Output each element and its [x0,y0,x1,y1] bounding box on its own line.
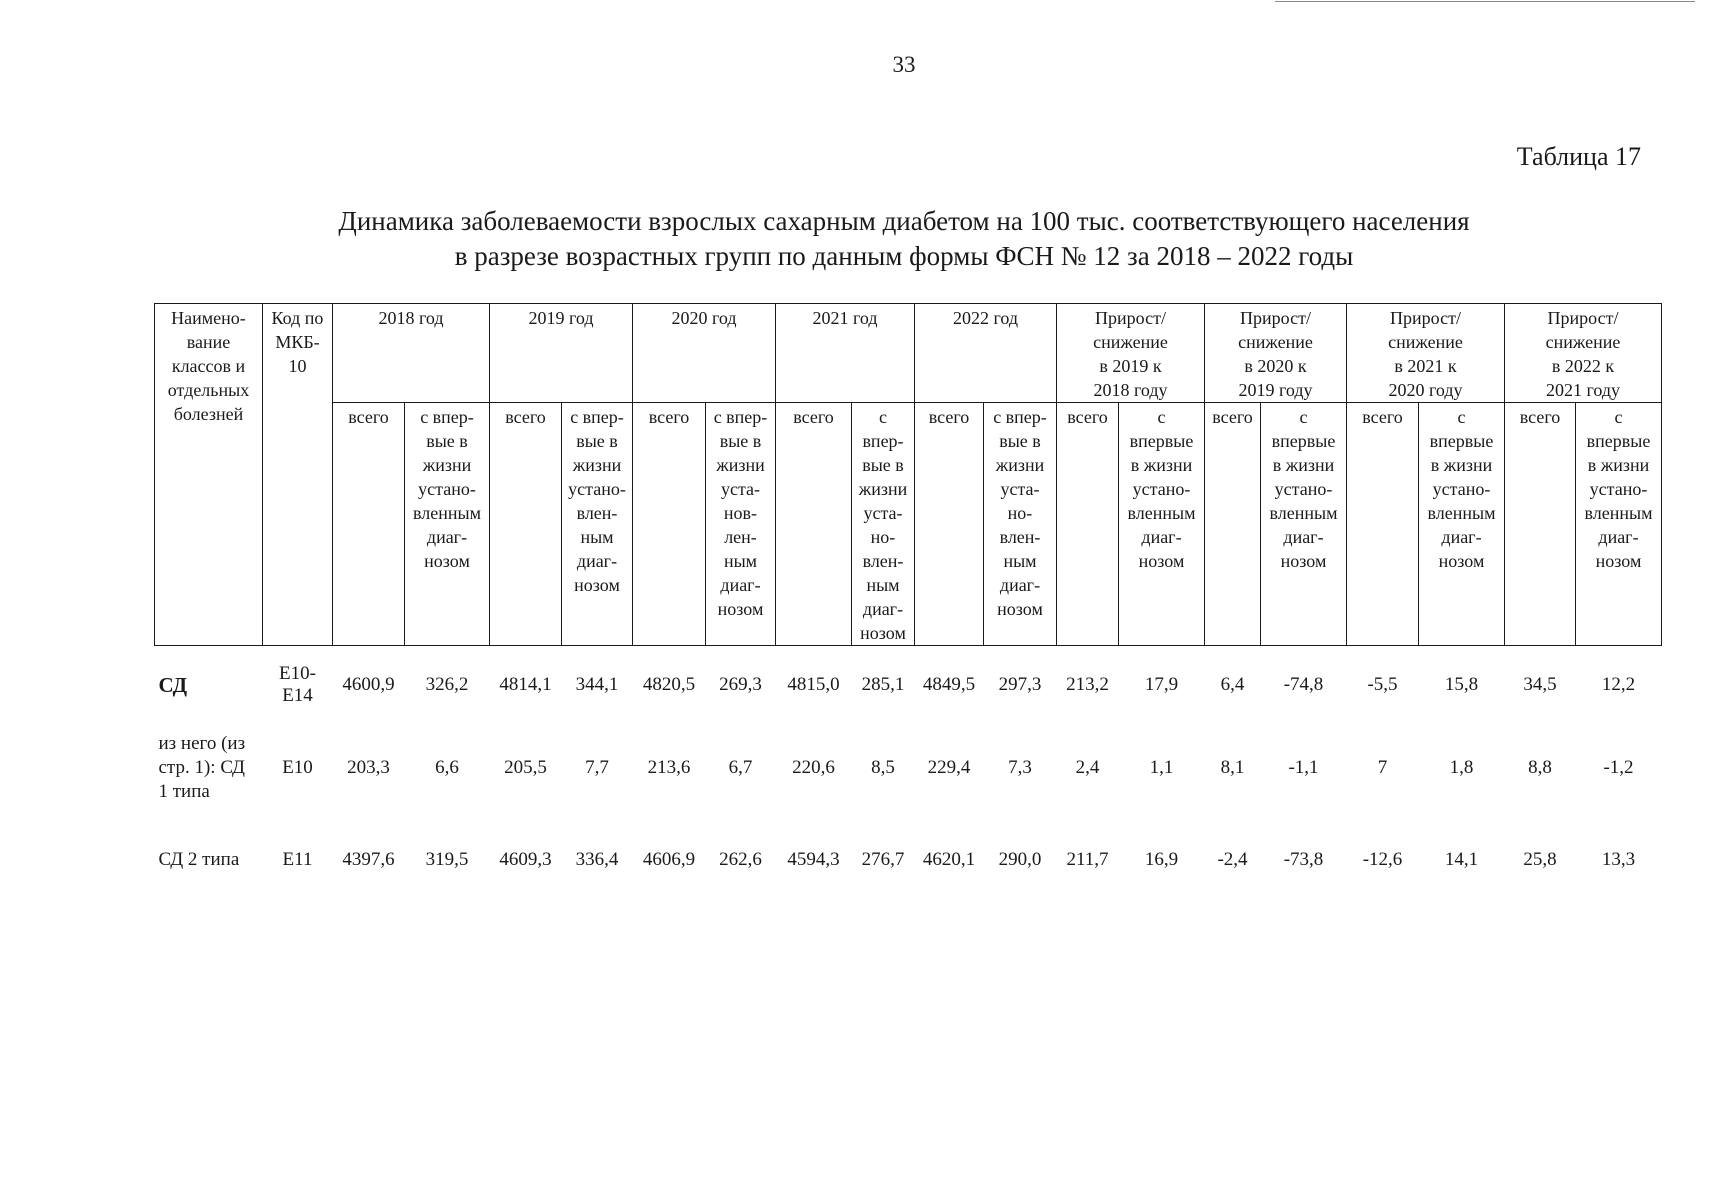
table-cell: 17,9 [1144,674,1179,695]
header-group-6: Прирост/ снижение в 2019 к 2018 году [1057,304,1205,403]
table-cell: -5,5 [1367,674,1398,695]
table-cell: 4815,0 [787,674,840,695]
table-cell: 336,4 [575,849,619,870]
header-sub-new-1: с впер- вые в жизни устано- вленным диаг- нозом [405,403,490,646]
header-sub-total-1: всего [333,403,405,646]
header-sub-total-6: всего [1057,403,1119,646]
table-title [0,204,1713,274]
table-cell: 269,3 [719,674,762,695]
table-cell: 16,9 [1144,849,1179,870]
table-cell: 7 [1377,757,1388,778]
table-cell: 203,3 [347,757,390,778]
page-number: 33 [892,52,916,77]
table-row [155,646,1662,725]
table-cell: 14,1 [1444,849,1479,870]
table-cell: 213,6 [647,757,691,778]
table-cell: 7,7 [585,757,609,778]
header-group-7: Прирост/ снижение в 2020 к 2019 году [1205,304,1347,403]
table-cell: 4820,5 [642,674,696,695]
table-cell: -1,2 [1603,757,1634,778]
header-row-subcolumns [155,403,1662,646]
header-sub-total-7: всего [1205,403,1261,646]
row-icd-code: Е10- Е14 [279,663,316,706]
table-cell: 4814,1 [499,674,552,695]
header-sub-new-6: с впервые в жизни устано- вленным диаг- нозом [1119,403,1205,646]
header-sub-new-9: с впервые в жизни устано- вленным диаг- нозом [1576,403,1662,646]
table-cell: 213,2 [1066,674,1109,695]
row-icd-code: Е10 [282,757,313,778]
table-cell: 220,6 [792,757,835,778]
table-cell: 6,6 [435,757,459,778]
table-cell: -12,6 [1362,849,1403,870]
table-cell: 297,3 [998,674,1042,695]
header-sub-total-8: всего [1347,403,1419,646]
header-sub-total-5: всего [915,403,984,646]
table-cell: -74,8 [1283,674,1324,695]
table-cell: 12,2 [1601,674,1636,695]
row-disease-name: СД [158,673,188,697]
header-group-2: 2019 год [490,304,633,403]
table-cell: 6,4 [1220,674,1245,695]
table-row [155,812,1662,908]
header-group-8: Прирост/ снижение в 2021 к 2020 году [1347,304,1505,403]
header-sub-new-8: с впервые в жизни устано- вленным диаг- нозом [1419,403,1505,646]
table-cell: 229,4 [927,757,971,778]
table-cell: 4609,3 [499,849,552,870]
table-title-line-2: в разрезе возрастных групп по данным формы ФСН № 12 за 2018 – 2022 годы [454,241,1354,271]
table-cell: 13,3 [1601,849,1636,870]
table-cell: 262,6 [719,849,762,870]
header-group-9: Прирост/ снижение в 2022 к 2021 году [1505,304,1662,403]
table-cell: 4600,9 [342,674,395,695]
header-group-1: 2018 год [333,304,490,403]
header-sub-new-2: с впер- вые в жизни устано- влен- ным диаг- нозом [562,403,633,646]
table-cell: 4397,6 [342,849,395,870]
table-cell: 34,5 [1523,674,1557,695]
table-cell: 205,5 [504,757,547,778]
table-cell: 4620,1 [922,849,976,870]
header-sub-total-3: всего [633,403,706,646]
table-cell: 285,1 [861,674,905,695]
table-label: Таблица 17 [1516,142,1641,171]
header-disease-name: Наимено- вание классов и отдельных болезней [155,304,263,646]
header-group-4: 2021 год [776,304,915,403]
incidence-table [154,303,1662,908]
table-cell: 1,8 [1449,757,1474,778]
table-cell: 2,4 [1075,757,1100,778]
header-icd-code: Код по МКБ- 10 [263,304,333,646]
header-group-5: 2022 год [915,304,1057,403]
scan-edge-line [1275,1,1695,2]
table-body [155,646,1662,909]
table-cell: 326,2 [425,674,469,695]
table-cell: -1,1 [1288,757,1319,778]
row-disease-name: СД 2 типа [158,849,240,870]
header-sub-total-9: всего [1505,403,1576,646]
header-sub-total-2: всего [490,403,562,646]
table-cell: 4594,3 [787,849,840,870]
row-icd-code: Е11 [282,849,313,870]
row-disease-name: из него (из стр. 1): СД 1 типа [158,733,246,802]
header-row-groups [155,304,1662,403]
table-cell: 7,3 [1008,757,1032,778]
table-cell: 290,0 [998,849,1042,870]
table-cell: 15,8 [1444,674,1479,695]
table-cell: 211,7 [1066,849,1109,870]
table-cell: 344,1 [575,674,619,695]
table-cell: 8,1 [1220,757,1245,778]
table-cell: -73,8 [1283,849,1324,870]
header-sub-new-3: с впер- вые в жизни уста- нов- лен- ным диаг- нозом [706,403,776,646]
table-cell: -2,4 [1217,849,1248,870]
table-cell: 4849,5 [922,674,976,695]
table-cell: 276,7 [861,849,905,870]
table-cell: 6,7 [728,757,753,778]
header-sub-total-4: всего [776,403,852,646]
table-row [155,724,1662,812]
header-group-3: 2020 год [633,304,776,403]
header-sub-new-4: с впер- вые в жизни уста- но- влен- ным диаг- нозом [852,403,915,646]
table-cell: 8,8 [1528,757,1552,778]
table-cell: 1,1 [1149,757,1174,778]
table-cell: 319,5 [425,849,469,870]
header-sub-new-5: с впер- вые в жизни уста- но- влен- ным диаг- нозом [984,403,1057,646]
header-sub-new-7: с впервые в жизни устано- вленным диаг- нозом [1261,403,1347,646]
table-cell: 4606,9 [642,849,696,870]
table-cell: 8,5 [871,757,895,778]
table-cell: 25,8 [1523,849,1557,870]
table-title-line-1: Динамика заболеваемости взрослых сахарным диабетом на 100 тыс. соответствующего населения [338,206,1470,236]
